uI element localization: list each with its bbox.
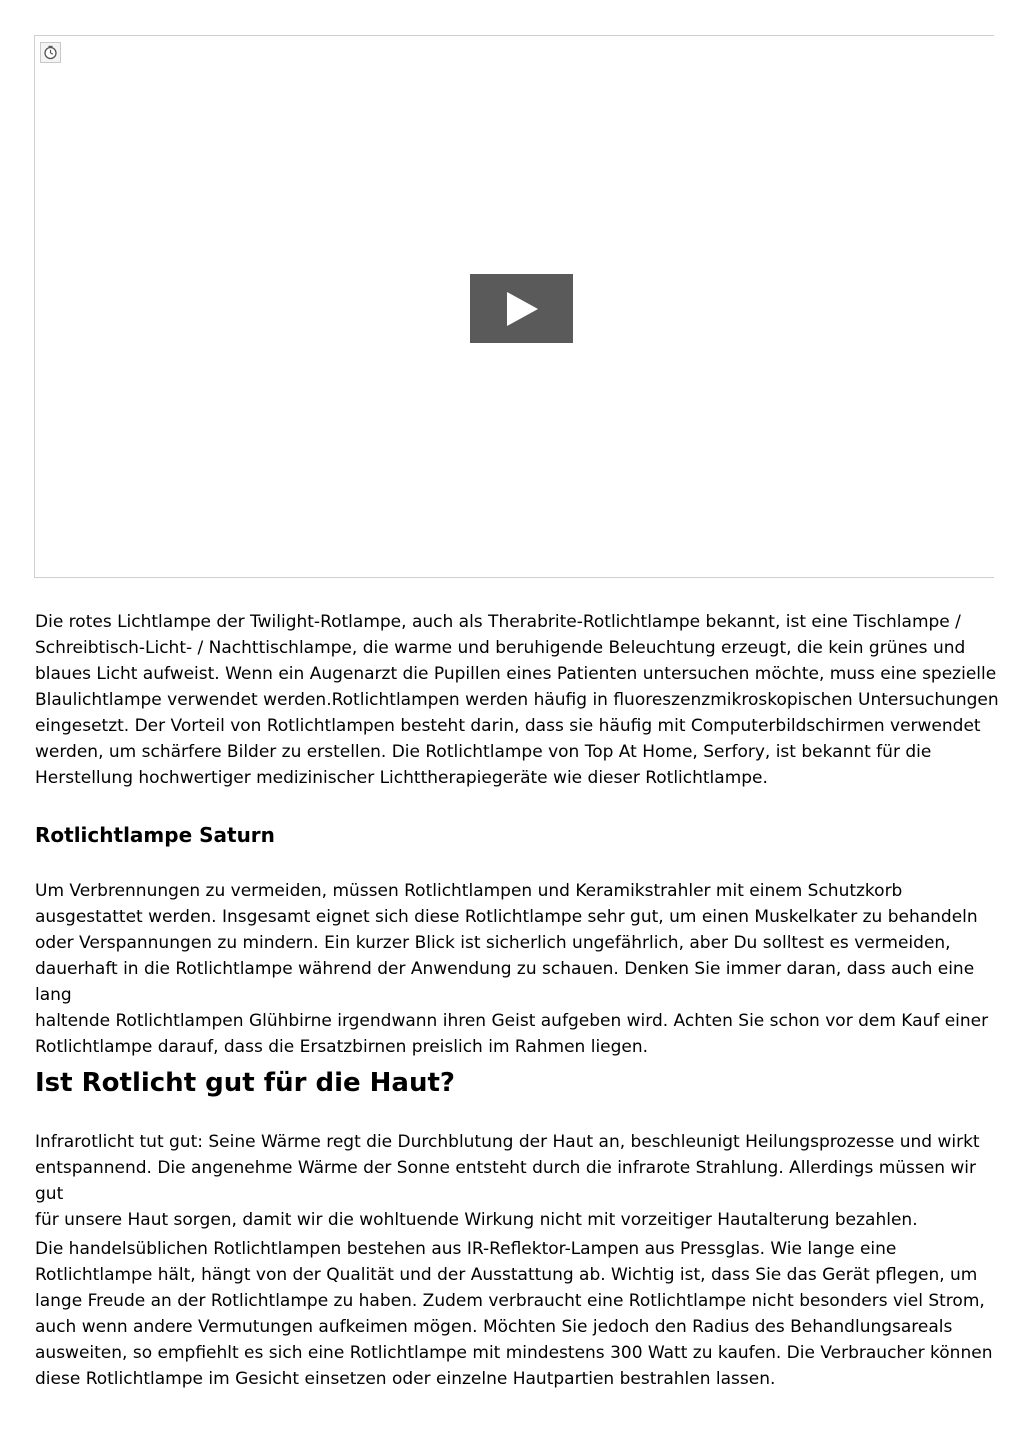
haut-paragraph-1: Infrarotlicht tut gut: Seine Wärme regt die Durchblutung der Haut an, beschleunigt Heilungsprozesse und wirkt entspannend. Die angenehme Wärme der Sonne entsteht durch die infrarote Strahlung. Allerdings müssen wir gut für unsere Haut sorgen, damit wir die wohltuende Wirkung nicht mit vorzeitiger Hautalterung bezahlen.	[35, 1132, 980, 1230]
section-heading-saturn: Rotlichtlampe Saturn	[35, 823, 275, 847]
video-embed[interactable]	[34, 35, 994, 578]
haut-paragraph-2: Die handelsüblichen Rotlichtlampen bestehen aus IR-Reflektor-Lampen aus Pressglas. Wie lange eine Rotlichtlampe hält, hängt von der Qualität und der Ausstattung ab. Wichtig ist, dass Sie das Gerät pflegen, um lange Freude an der Rotlichtlampe zu haben. Zudem verbraucht eine Rotlichtlampe nicht besonders viel Strom, auch wenn andere Vermutungen aufkeimen mögen. Möchten Sie jedoch den Radius des Behandlungsareals ausweiten, so empfiehlt es sich eine Rotlichtlampe mit mindestens 300 Watt zu kaufen. Die Verbraucher können diese Rotlichtlampe im Gesicht einsetzen oder einzelne Hautpartien bestrahlen lassen.	[35, 1239, 993, 1389]
intro-paragraph: Die rotes Lichtlampe der Twilight-Rotlampe, auch als Therabrite-Rotlichtlampe bekannt, ist eine Tischlampe / Schreibtisch-Licht- / Nachttischlampe, die warme und beruhigende Beleuchtung erzeugt, die kein grünes und blaues Licht aufweist. Wenn ein Augenarzt die Pupillen eines Patienten untersuchen möchte, muss eine spezielle Blaulichtlampe verwendet werden.Rotlichtlampen werden häufig in fluoreszenzmikroskopischen Untersuchungen eingesetzt. Der Vorteil von Rotlichtlampen besteht darin, dass sie häufig mit Computerbildschirmen verwendet werden, um schärfere Bilder zu erstellen. Die Rotlichtlampe von Top At Home, Serfory, ist bekannt für die Herstellung hochwertiger medizinischer Lichttherapiegeräte wie dieser Rotlichtlampe.	[35, 612, 999, 788]
saturn-paragraph: Um Verbrennungen zu vermeiden, müssen Rotlichtlampen und Keramikstrahler mit einem Schutzkorb ausgestattet werden. Insgesamt eignet sich diese Rotlichtlampe sehr gut, um einen Muskelkater zu behandeln oder Verspannungen zu mindern. Ein kurzer Blick ist sicherlich ungefährlich, aber Du solltest es vermeiden, dauerhaft in die Rotlichtlampe während der Anwendung zu schauen. Denken Sie immer daran, dass auch eine lang haltende Rotlichtlampen Glühbirne irgendwann ihren Geist aufgeben wird. Achten Sie schon vor dem Kauf einer Rotlichtlampe darauf, dass die Ersatzbirnen preislich im Rahmen liegen.	[35, 881, 989, 1057]
section-heading-haut: Ist Rotlicht gut für die Haut?	[35, 1068, 455, 1098]
play-icon	[504, 291, 540, 327]
clock-icon	[40, 42, 61, 63]
play-button[interactable]	[470, 274, 573, 343]
